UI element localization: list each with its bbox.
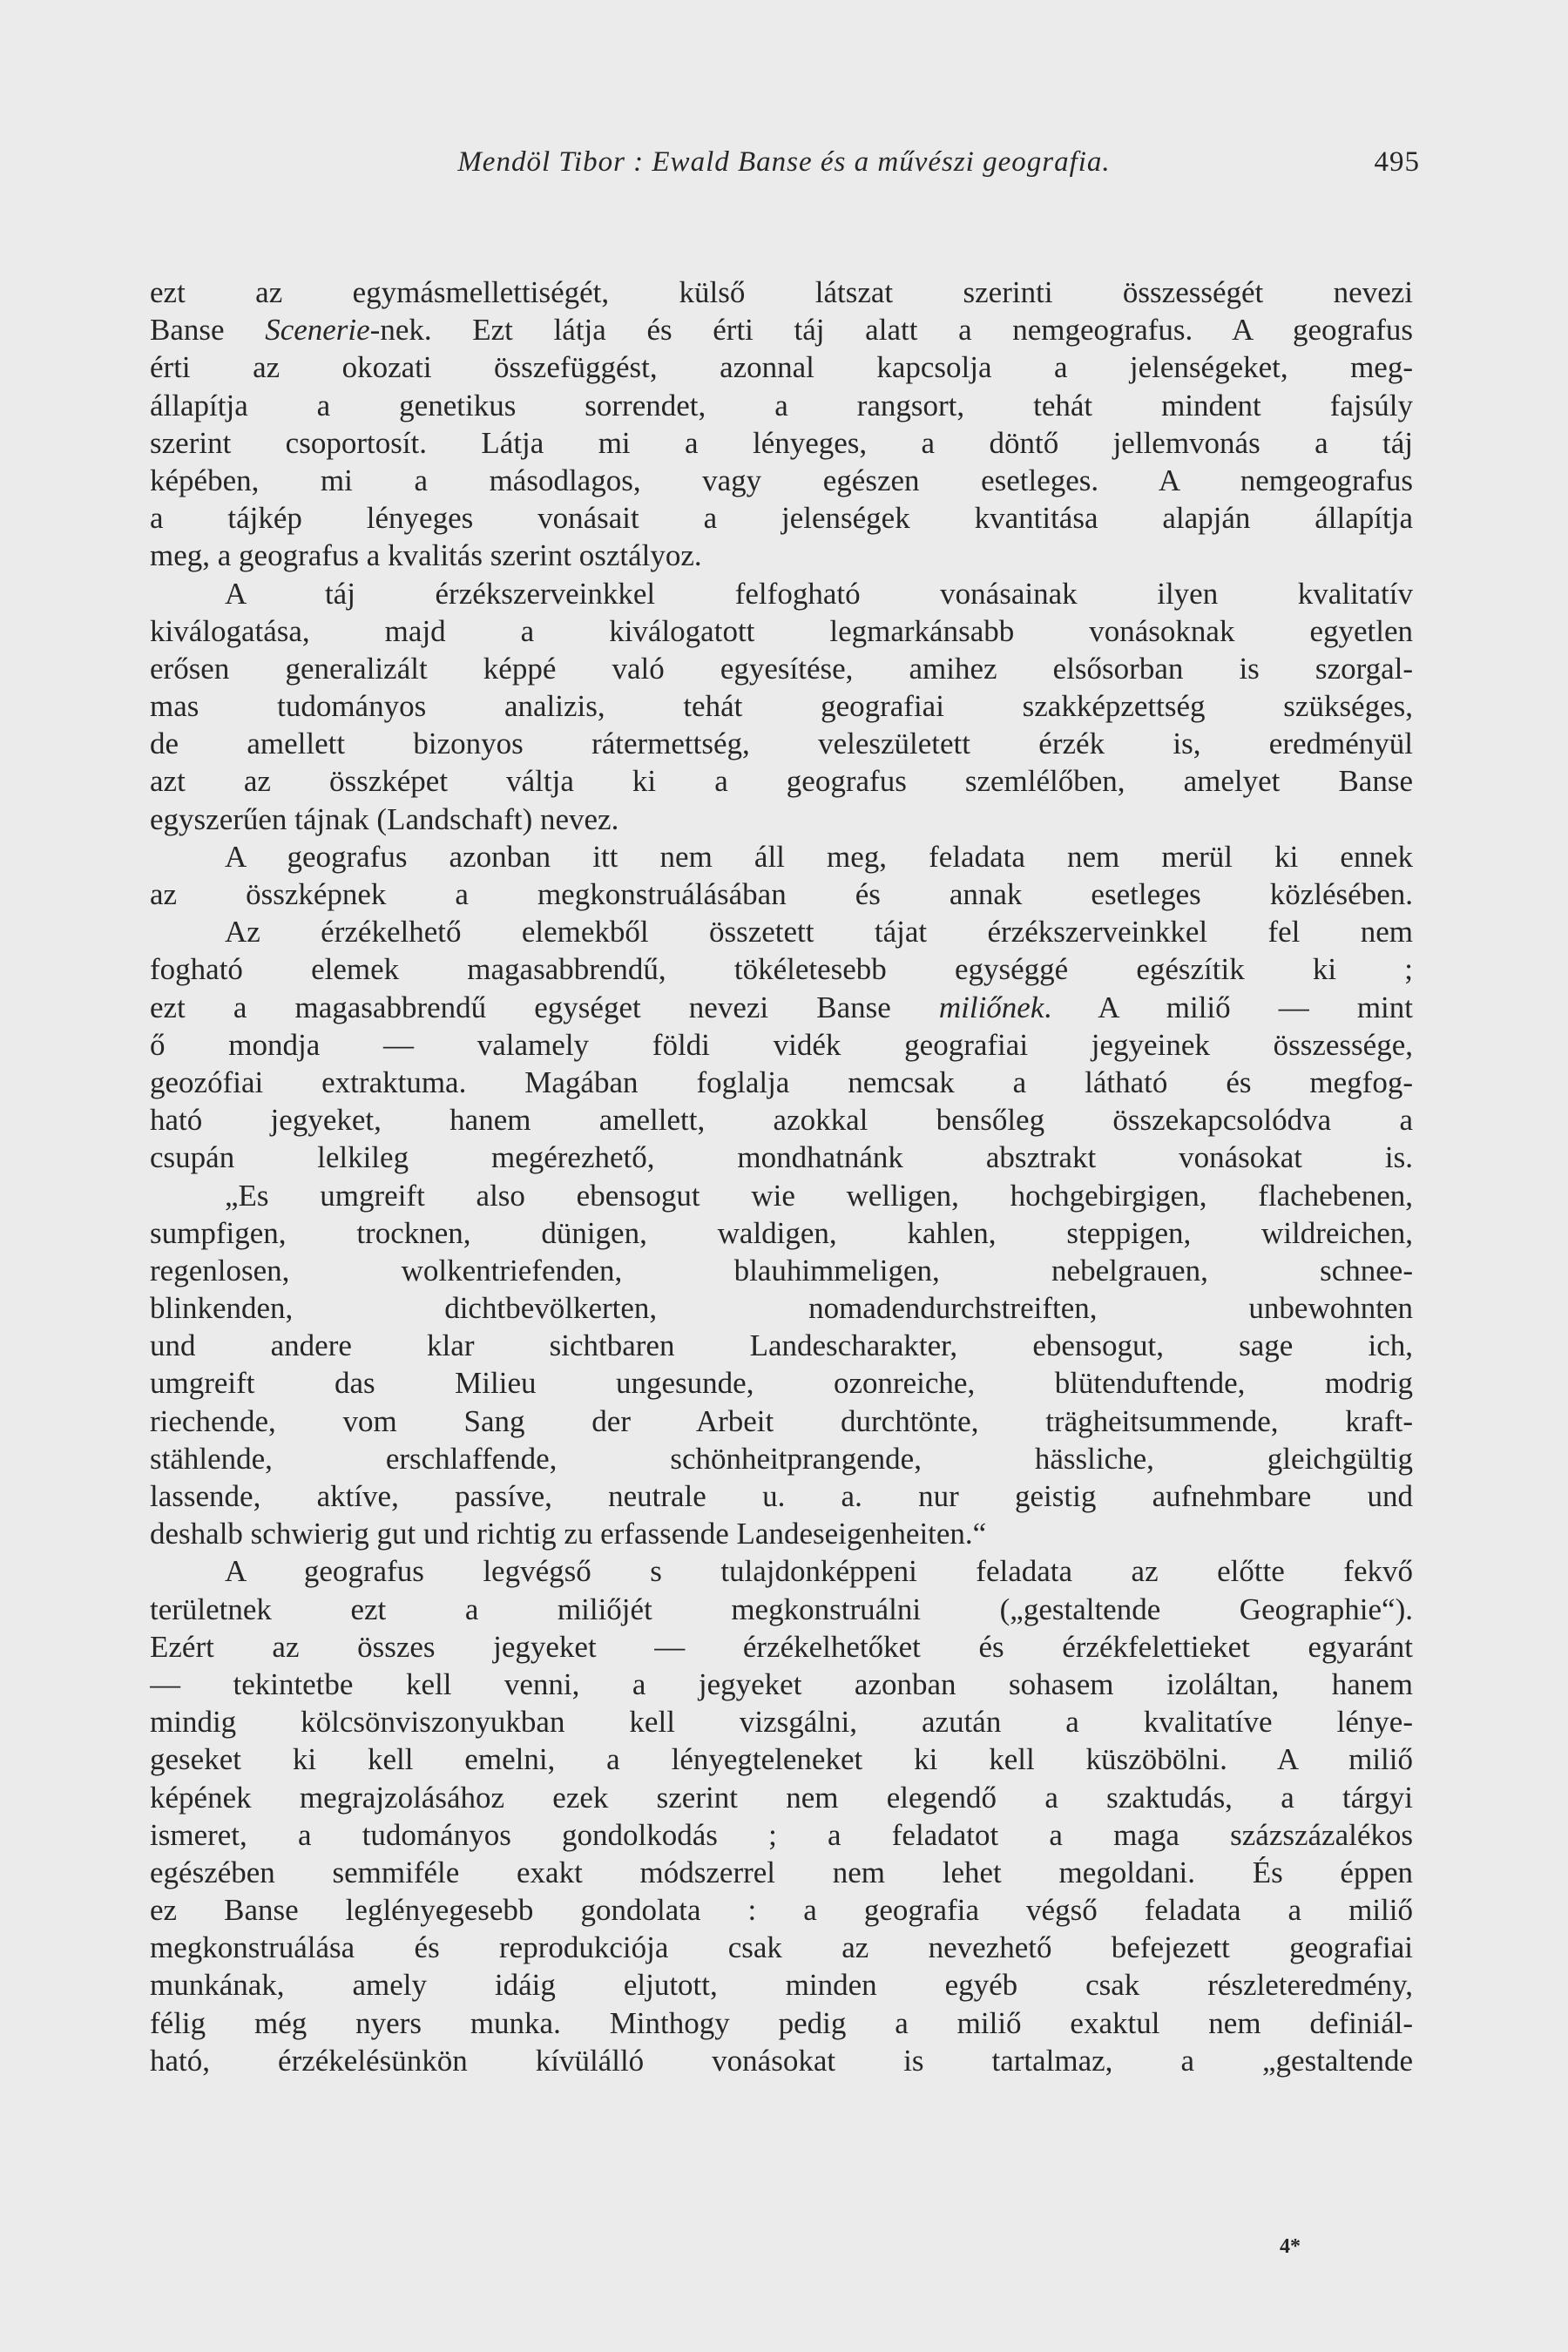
text-line: Banse Scenerie-nek. Ezt látja és érti táj alatt a nemgeografus. A geografus (150, 313, 1413, 348)
text-line: — tekintetbe kell venni, a jegyeket azonban sohasem izoláltan, hanem (150, 1666, 1413, 1701)
text-line: mindig kölcsönviszonyukban kell vizsgálni, azután a kvalitatíve lénye- (150, 1705, 1413, 1740)
text-line: egészében semmiféle exakt módszerrel nem lehet megoldani. És éppen (150, 1855, 1413, 1889)
text-line: sumpfigen, trocknen, dünigen, waldigen, kahlen, steppigen, wildreichen, (150, 1215, 1413, 1250)
text-line: lassende, aktíve, passíve, neutrale u. a. nur geistig aufnehmbare und (150, 1479, 1413, 1513)
text-line: ő mondja — valamely földi vidék geografiai jegyeinek összessége, (150, 1027, 1413, 1062)
text-line: fogható elemek magasabbrendű, tökéletesebb egységgé egészítik ki ; (150, 952, 1413, 987)
text-line: ható jegyeket, hanem amellett, azokkal bensőleg összekapcsolódva a (150, 1103, 1413, 1138)
running-title: Mendöl Tibor : Ewald Banse és a művészi geografia. (457, 146, 1111, 178)
text-line: területnek ezt a miliőjét megkonstruálni („gestaltende Geographie“). (150, 1592, 1413, 1626)
text-line: deshalb schwierig gut und richtig zu erfassende Landeseigenheiten.“ (150, 1517, 987, 1551)
text-line: egyszerűen tájnak (Landschaft) nevez. (150, 801, 619, 836)
text-line: riechende, vom Sang der Arbeit durchtönte, trägheitsummende, kraft- (150, 1403, 1413, 1438)
text-line: mas tudományos analizis, tehát geografiai szakképzettség szükséges, (150, 689, 1413, 724)
page-number: 495 (1374, 146, 1420, 178)
text-line: azt az összképet váltja ki a geografus szemlélőben, amelyet Banse (150, 764, 1413, 799)
text-line: szerint csoportosít. Látja mi a lényeges, a döntő jellemvonás a táj (150, 425, 1413, 460)
text-line: ezt a magasabbrendű egységet nevezi Banse miliőnek. A miliő — mint (150, 990, 1413, 1024)
text-line: Ezért az összes jegyeket — érzékelhetőket és érzékfelettieket egyaránt (150, 1629, 1413, 1664)
text-line: erősen generalizált képpé való egyesítése, amihez elsősorban is szorgal- (150, 651, 1413, 686)
text-line: und andere klar sichtbaren Landescharakter, ebensogut, sage ich, (150, 1328, 1413, 1363)
text-line: umgreift das Milieu ungesunde, ozonreiche, blütenduftende, modrig (150, 1366, 1413, 1401)
text-line: Az érzékelhető elemekből összetett tájat érzékszerveinkkel fel nem (225, 915, 1413, 950)
text-line: ható, érzékelésünkön kívülálló vonásokat is tartalmaz, a „gestaltende (150, 2043, 1413, 2078)
text-line: ezt az egymásmellettiségét, külső látszat szerinti összességét nevezi (150, 275, 1413, 309)
text-line: képében, mi a másodlagos, vagy egészen esetleges. A nemgeografus (150, 463, 1413, 497)
text-line: érti az okozati összefüggést, azonnal kapcsolja a jelenségeket, meg- (150, 350, 1413, 385)
text-line: meg, a geografus a kvalitás szerint osztályoz. (150, 538, 702, 573)
text-line: blinkenden, dichtbevölkerten, nomadendurchstreiften, unbewohnten (150, 1291, 1413, 1326)
text-line: de amellett bizonyos rátermettség, veleszületett érzék is, eredményül (150, 727, 1413, 761)
text-line: félig még nyers munka. Minthogy pedig a miliő exaktul nem definiál- (150, 2005, 1413, 2040)
text-line: állapítja a genetikus sorrendet, a rangsort, tehát mindent fajsúly (150, 388, 1413, 422)
body-text (150, 274, 1413, 2079)
text-line: az összképnek a megkonstruálásában és annak esetleges közlésében. (150, 877, 1413, 911)
text-line: stählende, erschlaffende, schönheitprangende, hässliche, gleichgültig (150, 1441, 1413, 1476)
text-line: munkának, amely idáig eljutott, minden egyéb csak részleteredmény, (150, 1968, 1413, 2003)
text-line: geseket ki kell emelni, a lényegteleneket ki kell küszöbölni. A miliő (150, 1742, 1413, 1777)
text-line: ismeret, a tudományos gondolkodás ; a feladatot a maga százszázalékos (150, 1817, 1413, 1852)
text-line: képének megrajzolásához ezek szerint nem elegendő a szaktudás, a tárgyi (150, 1780, 1413, 1815)
page-header (148, 146, 1420, 186)
text-line: kiválogatása, majd a kiválogatott legmarkánsabb vonásoknak egyetlen (150, 613, 1413, 648)
text-line: „Es umgreift also ebensogut wie welligen, hochgebirgigen, flachebenen, (225, 1178, 1413, 1213)
text-line: A táj érzékszerveinkkel felfogható vonásainak ilyen kvalitatív (225, 576, 1413, 611)
text-line: csupán lelkileg megérezhető, mondhatnánk absztrakt vonásokat is. (150, 1140, 1413, 1175)
italic-term: miliőnek (938, 990, 1044, 1024)
text-line: geozófiai extraktuma. Magában foglalja nemcsak a látható és megfog- (150, 1064, 1413, 1099)
text-line: A geografus legvégső s tulajdonképpeni feladata az előtte fekvő (225, 1554, 1413, 1589)
text-line: A geografus azonban itt nem áll meg, feladata nem merül ki ennek (225, 839, 1413, 874)
text-line: a tájkép lényeges vonásait a jelenségek kvantitása alapján állapítja (150, 501, 1413, 536)
text-line: ez Banse leglényegesebb gondolata : a geografia végső feladata a miliő (150, 1893, 1413, 1928)
signature-mark: 4* (1280, 2235, 1301, 2258)
text-line: megkonstruálása és reprodukciója csak az nevezhető befejezett geografiai (150, 1930, 1413, 1965)
text-line: regenlosen, wolkentriefenden, blauhimmeligen, nebelgrauen, schnee- (150, 1253, 1413, 1288)
italic-term: Scenerie (265, 313, 370, 348)
